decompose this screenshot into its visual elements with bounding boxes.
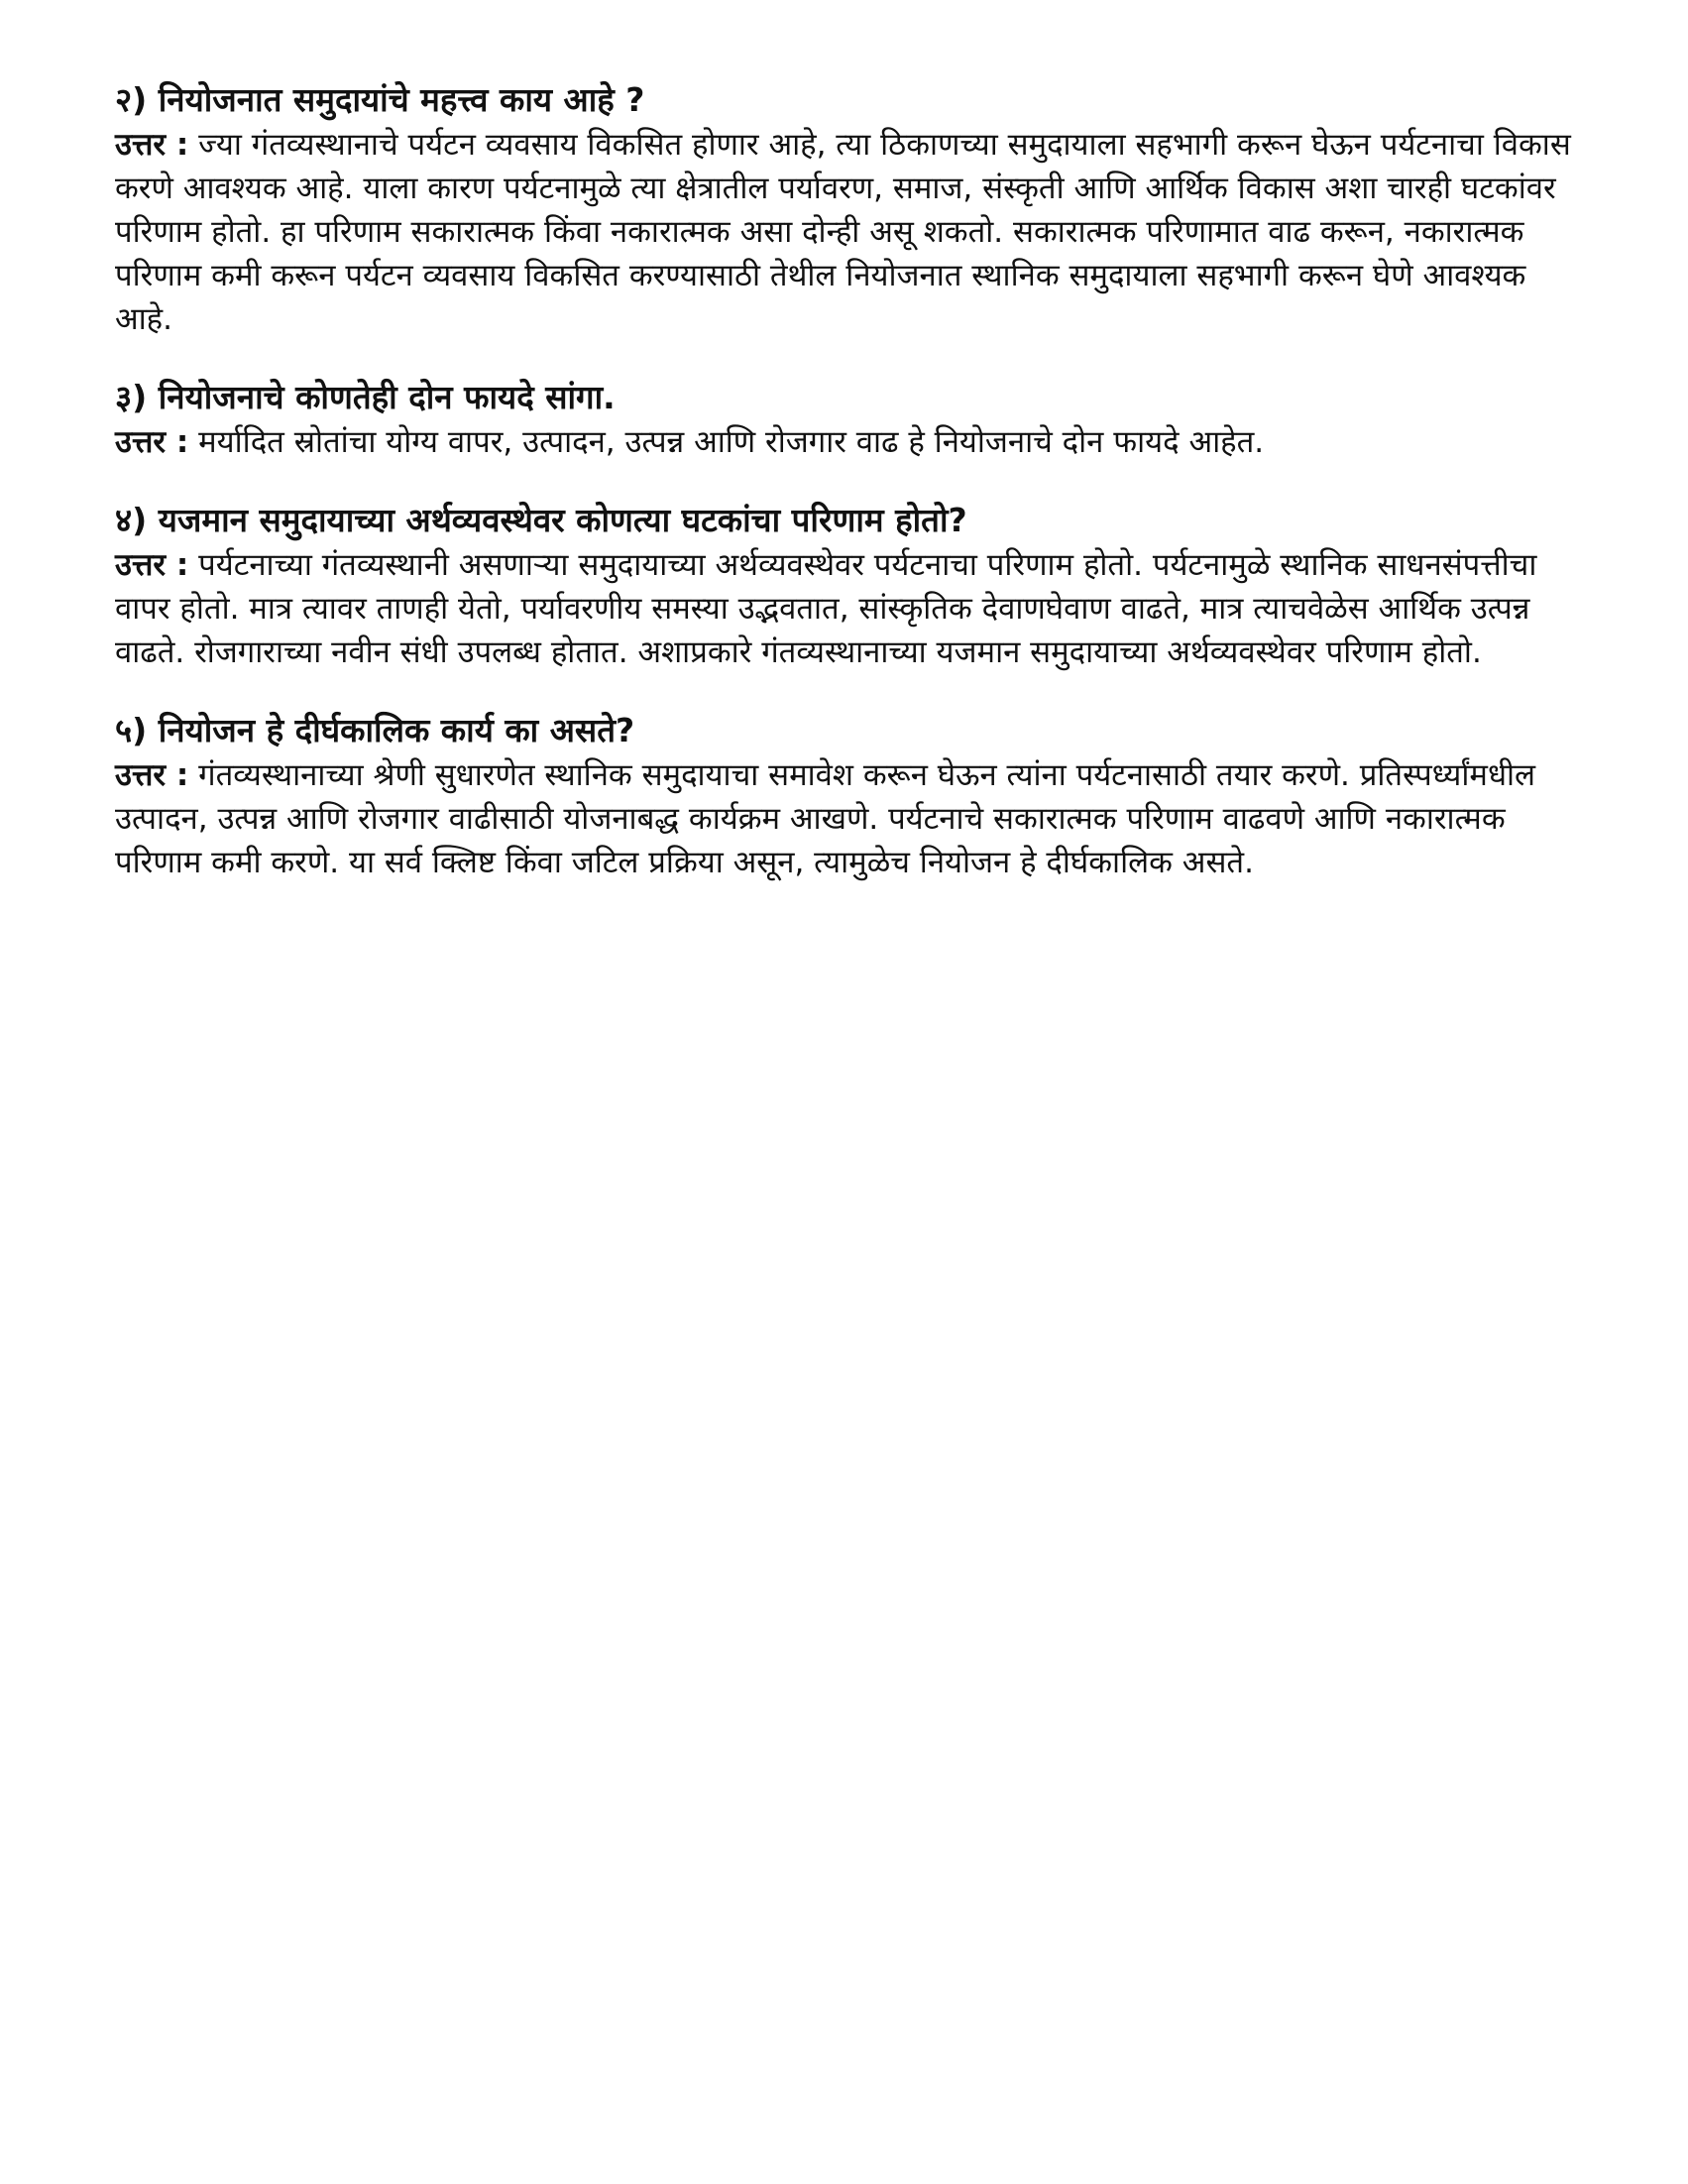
answer-text: मर्यादित स्रोतांचा योग्य वापर, उत्पादन, उत्पन्न आणि रोजगार वाढ हे नियोजनाचे दोन फायदे आहेत. xyxy=(198,424,1265,460)
answer-paragraph xyxy=(115,420,1571,464)
qa-block-5 xyxy=(115,708,1571,884)
answer-text: गंतव्यस्थानाच्या श्रेणी सुधारणेत स्थानिक समुदायाचा समावेश करून घेऊन त्यांना पर्यटनासाठी तयार करणे. प्रतिस्पर्ध्यांमधील उत्पादन, उत्पन्न आणि रोजगार वाढीसाठी योजनाबद्ध कार्यक्रम आखणे. पर्यटनाचे सकारात्मक परिणाम वाढवणे आणि नकारात्मक परिणाम कमी करणे. या सर्व क्लिष्ट किंवा जटिल प्रक्रिया असून, त्यामुळेच नियोजन हे दीर्घकालिक असते. xyxy=(115,757,1536,880)
answer-label: उत्तर : xyxy=(115,547,189,583)
answer-paragraph xyxy=(115,753,1571,884)
answer-paragraph xyxy=(115,543,1571,674)
question-heading: ५) नियोजन हे दीर्घकालिक कार्य का असते? xyxy=(115,711,635,749)
answer-label: उत्तर : xyxy=(115,424,189,460)
qa-block-3 xyxy=(115,375,1571,464)
answer-label: उत्तर : xyxy=(115,127,189,163)
answer-text: पर्यटनाच्या गंतव्यस्थानी असणाऱ्या समुदायाच्या अर्थव्यवस्थेवर पर्यटनाचा परिणाम होतो. पर्यटनामुळे स्थानिक साधनसंपत्तीचा वापर होतो. मात्र त्यावर ताणही येतो, पर्यावरणीय समस्या उद्भवतात, सांस्कृतिक देवाणघेवाण वाढते, मात्र त्याचवेळेस आर्थिक उत्पन्न वाढते. रोजगाराच्या नवीन संधी उपलब्ध होतात. अशाप्रकारे गंतव्यस्थानाच्या यजमान समुदायाच्या अर्थव्यवस्थेवर परिणाम होतो. xyxy=(115,547,1537,670)
qa-block-2 xyxy=(115,77,1571,341)
question-heading: ४) यजमान समुदायाच्या अर्थव्यवस्थेवर कोणत्या घटकांचा परिणाम होतो? xyxy=(115,501,967,539)
answer-paragraph xyxy=(115,123,1571,341)
qa-block-4 xyxy=(115,498,1571,674)
answer-text: ज्या गंतव्यस्थानाचे पर्यटन व्यवसाय विकसित होणार आहे, त्या ठिकाणच्या समुदायाला सहभागी करून घेऊन पर्यटनाचा विकास करणे आवश्यक आहे. याला कारण पर्यटनामुळे त्या क्षेत्रातील पर्यावरण, समाज, संस्कृती आणि आर्थिक विकास अशा चारही घटकांवर परिणाम होतो. हा परिणाम सकारात्मक किंवा नकारात्मक असा दोन्ही असू शकतो. सकारात्मक परिणामात वाढ करून, नकारात्मक परिणाम कमी करून पर्यटन व्यवसाय विकसित करण्यासाठी तेथील नियोजनात स्थानिक समुदायाला सहभागी करून घेणे आवश्यक आहे. xyxy=(115,127,1571,337)
question-heading: ३) नियोजनाचे कोणतेही दोन फायदे सांगा. xyxy=(115,378,616,416)
answer-label: उत्तर : xyxy=(115,757,189,793)
question-heading: २) नियोजनात समुदायांचे महत्त्व काय आहे ? xyxy=(115,80,645,119)
